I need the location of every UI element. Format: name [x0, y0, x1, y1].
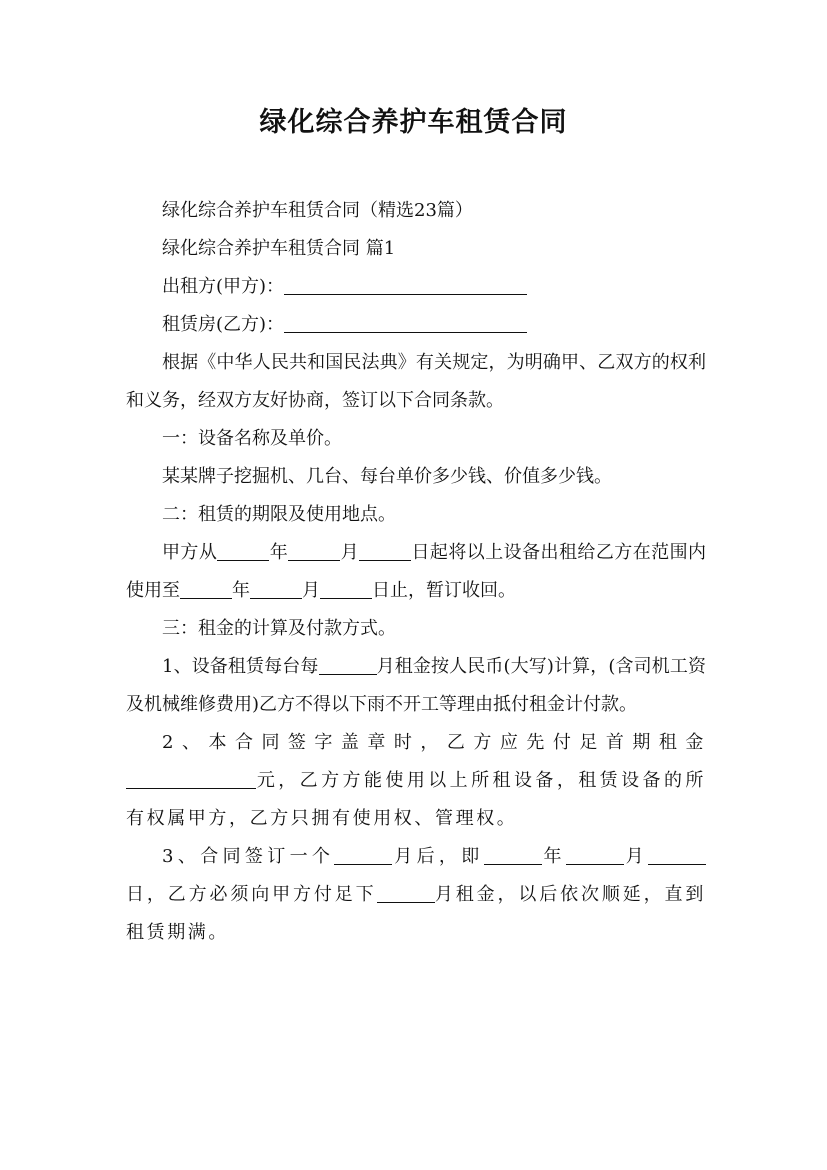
lessee-blank: [284, 314, 527, 333]
start-day-blank: [359, 542, 411, 561]
article3-item3: [126, 838, 706, 952]
start-month-blank: [288, 542, 340, 561]
article3-item1-text-1: 1、设备租赁每台每: [162, 656, 319, 677]
document-body: [126, 192, 706, 952]
end-day-blank: [320, 580, 372, 599]
next-rent-period-blank: [377, 884, 435, 903]
lessee-label: 租赁房(乙方)：: [162, 314, 285, 335]
article2-text-7: 日止，暂订收回。: [372, 580, 516, 601]
article3-item1: [126, 648, 706, 724]
lessor-label: 出租方(甲方)：: [162, 276, 285, 297]
pay-month-blank: [566, 846, 624, 865]
document-title: 绿化综合养护车租赁合同: [259, 107, 568, 138]
article3-item2: [126, 724, 706, 838]
article2-text-6: 月: [302, 580, 320, 601]
article2-text-1: 甲方从: [162, 542, 218, 563]
section-heading: 绿化综合养护车租赁合同 篇1: [162, 238, 396, 259]
article3-item1-text-2: 月租金按人民币(大写)计算，(含司机工资及机械维修费用)乙方不得以下雨不开工等理由抵付租金计付款。: [126, 656, 706, 715]
lessee-line: [126, 306, 706, 344]
article3-item3-text-4: 月: [623, 846, 648, 867]
lessor-line: [126, 268, 706, 306]
end-month-blank: [250, 580, 302, 599]
months-after-blank: [334, 846, 392, 865]
lessor-blank: [284, 276, 527, 295]
end-year-blank: [180, 580, 232, 599]
article1-heading: 一：设备名称及单价。: [162, 428, 342, 449]
article2-text-4: 日起将以上设备出租给乙方在范围内使用至: [126, 542, 707, 601]
article3-item3-text-5: 日，乙方必须向甲方付足下: [126, 884, 377, 905]
article3-item3-text-3: 年: [541, 846, 566, 867]
article3-item2-text-2: 元，乙方方能使用以上所租设备，租赁设备的所有权属甲方，乙方只拥有使用权、管理权。: [126, 770, 706, 829]
rent-period-blank: [319, 656, 377, 675]
first-rent-blank: [126, 770, 256, 789]
article3-item2-text-1: 2、本合同签字盖章时，乙方应先付足首期租金: [162, 732, 706, 753]
article2-text-3: 月: [340, 542, 360, 563]
document-subtitle: 绿化综合养护车租赁合同（精选23篇）: [162, 200, 473, 221]
intro-paragraph: 根据《中华人民共和国民法典》有关规定，为明确甲、乙双方的权利和义务，经双方友好协商，签订以下合同条款。: [126, 352, 706, 411]
article2-text-5: 年: [232, 580, 250, 601]
article3-item3-text-2: 月后，即: [392, 846, 484, 867]
article2-heading: 二：租赁的期限及使用地点。: [162, 504, 396, 525]
article1-text: 某某牌子挖掘机、几台、每台单价多少钱、价值多少钱。: [162, 466, 612, 487]
article2-text-2: 年: [269, 542, 289, 563]
pay-day-blank: [648, 846, 706, 865]
article2-paragraph: [126, 534, 706, 610]
article3-heading: 三：租金的计算及付款方式。: [162, 618, 396, 639]
article3-item3-text-6: 月租金，以后依次顺延，直到租赁期满。: [126, 884, 706, 943]
article3-item3-text-1: 3、合同签订一个: [162, 846, 335, 867]
pay-year-blank: [484, 846, 542, 865]
start-year-blank: [217, 542, 269, 561]
